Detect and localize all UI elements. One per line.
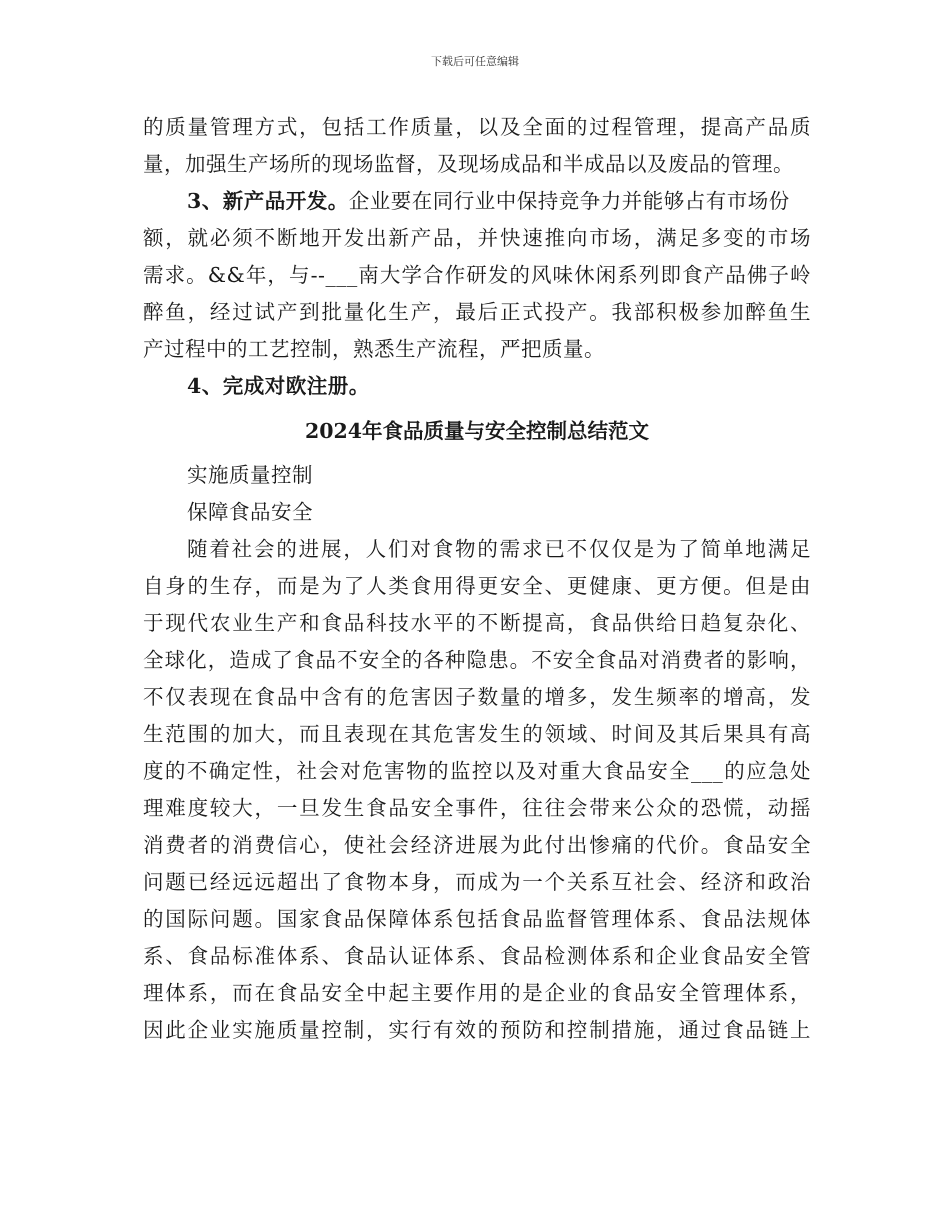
- article-subtitle-1: 实施质量控制: [187, 463, 313, 487]
- paragraph-line: 的质量管理方式，包括工作质量，以及全面的过程管理，提高产品质: [143, 115, 811, 139]
- body-line: 生范围的加大，而且表现在其危害发生的领域、时间及其后果具有高: [143, 722, 811, 746]
- item4-heading: 4、完成对欧注册。: [187, 374, 370, 398]
- body-line: 的国际问题。国家食品保障体系包括食品监督管理体系、食品法规体: [143, 907, 811, 931]
- paragraph-line: 醉鱼，经过试产到批量化生产，最后正式投产。我部积极参加醉鱼生: [143, 300, 811, 324]
- paragraph-line: 量，加强生产场所的现场监督，及现场成品和半成品以及废品的管理。: [143, 152, 794, 176]
- body-line: 理难度较大，一旦发生食品安全事件，往往会带来公众的恐慌，动摇: [143, 796, 811, 820]
- body-line: 问题已经远远超出了食物本身，而成为一个关系互社会、经济和政治: [143, 870, 811, 894]
- body-line: 系、食品标准体系、食品认证体系、食品检测体系和企业食品安全管: [143, 944, 811, 968]
- body-line: 度的不确定性，社会对危害物的监控以及对重大食品安全___的应急处: [143, 759, 811, 783]
- paragraph-line: 额，就必须不断地开发出新产品，并快速推向市场，满足多变的市场: [143, 226, 811, 250]
- body-line: 因此企业实施质量控制，实行有效的预防和控制措施，通过食品链上: [143, 1018, 811, 1042]
- paragraph-line: 产过程中的工艺控制，熟悉生产流程，严把质量。: [143, 337, 605, 361]
- article-subtitle-2: 保障食品安全: [187, 500, 313, 524]
- body-line: 自身的生存，而是为了人类食用得更安全、更健康、更方便。但是由: [143, 574, 811, 598]
- item3-heading: 3、新产品开发。: [187, 189, 349, 213]
- header-note: 下载后可任意编辑: [431, 55, 519, 68]
- body-line: 理体系，而在食品安全中起主要作用的是企业的食品安全管理体系，: [143, 981, 811, 1005]
- paragraph-line: 需求。&&年，与--___南大学合作研发的风味休闲系列即食产品佛子岭: [143, 263, 811, 287]
- body-line: 全球化，造成了食品不安全的各种隐患。不安全食品对消费者的影响，: [143, 648, 811, 672]
- article-title: 2024年食品质量与安全控制总结范文: [304, 419, 650, 443]
- body-line: 随着社会的进展，人们对食物的需求已不仅仅是为了简单地满足: [187, 537, 811, 561]
- item3-first-text: 企业要在同行业中保持竞争力并能够占有市场份: [348, 189, 790, 213]
- document-body: [143, 109, 811, 1049]
- body-line: 不仅表现在食品中含有的危害因子数量的增多，发生频率的增高，发: [143, 685, 811, 709]
- item3-first-line: [143, 183, 811, 220]
- body-line: 消费者的消费信心，使社会经济进展为此付出惨痛的代价。食品安全: [143, 833, 811, 857]
- body-line: 于现代农业生产和食品科技水平的不断提高，食品供给日趋复杂化、: [143, 611, 811, 635]
